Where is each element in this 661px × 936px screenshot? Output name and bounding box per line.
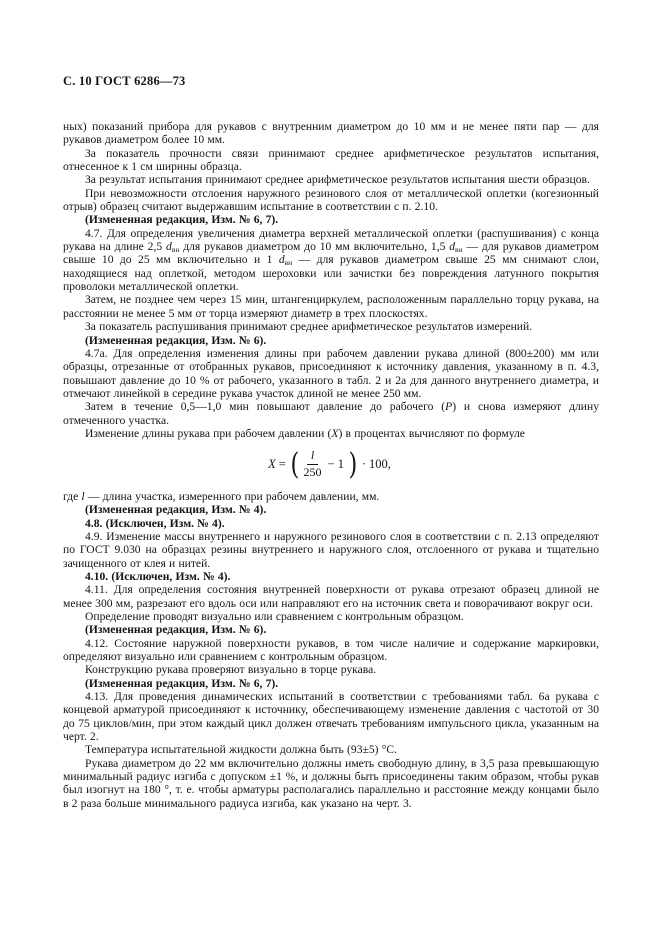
amendment-note: (Измененная редакция, Изм. № 6, 7).: [85, 676, 279, 690]
paragraph-section-4-7: 4.7. Для определения увеличения диаметра верхней металлической оплетки (распушивания) с конца рукава на длине 2,5 $d_{вн}$ для рукавов диаметром до 10 мм включительно, 1,5 $d_{вн}$ — для рукавов диаметром свыше 10 до 25 мм включительно и 1 $d_{вн}$ — для рукавов диаметром свыше 25 мм снимают слои, находящиеся над оплеткой, методом шероховки или зачистки без повреждения латунного покрытия проволоки металлической оплетки.: [63, 226, 600, 294]
paragraph-section-4-9: 4.9. Изменение массы внутреннего и наружного резинового слоя в соответствии с п. 2.13 определяют по ГОСТ 9.030 на образцах резины внутреннего и наружного слоя, отслоенного от рукава и тщательно зачищенного от клея и нитей.: [63, 529, 599, 570]
formula-where-note: где l — длина участка, измеренного при рабочем давлении, мм.: [63, 489, 380, 503]
amendment-note: (Измененная редакция, Изм. № 4).: [85, 503, 267, 517]
paragraph-section-4-11: 4.11. Для определения состояния внутренней поверхности от рукава отрезают образец длиной не менее 300 мм, разрезают его вдоль оси или направляют его на источник света и поворачивают вокруг оси.: [63, 583, 599, 610]
paragraph-section-4-12: 4.12. Состояние наружной поверхности рукавов, в том числе наличие и содержание маркировки, определяют визуально или сравнением с контрольным образцом.: [63, 636, 599, 663]
paragraph: За результат испытания принимают среднее арифметическое результатов испытания шести образцов.: [85, 173, 590, 187]
formula-fraction: [304, 449, 322, 480]
paragraph: Определение проводят визуально или сравнением с контрольным образцом.: [85, 609, 464, 623]
paragraph-continuation: ных) показаний прибора для рукавов с внутренним диаметром до 10 мм и не менее пяти пар — для рукавов диаметром более 10 мм.: [63, 120, 599, 147]
formula-multiplier: · 100,: [361, 456, 391, 471]
paragraph: При невозможности отслоения наружного резинового слоя от металлической оплетки (когезионный отрыв) образец считают выдержавшим испытание в соответствии с п. 2.10.: [63, 186, 599, 214]
formula-variable: X: [268, 456, 276, 471]
amendment-note: (Измененная редакция, Изм. № 6).: [85, 333, 267, 347]
amendment-note: (Измененная редакция, Изм. № 6, 7).: [85, 213, 279, 227]
formula-minus-one: − 1: [327, 456, 344, 471]
paragraph: За показатель распушивания принимают среднее арифметическое результатов измерений.: [85, 320, 533, 334]
formula-close-paren: ): [348, 446, 358, 482]
paragraph: За показатель прочности связи принимают среднее арифметическое результатов испытания, отнесенное к 1 см ширины образца.: [63, 146, 599, 174]
paragraph: Конструкцию рукава проверяют визуально в торце рукава.: [85, 663, 377, 677]
paragraph-section-4-10: 4.10. (Исключен, Изм. № 4).: [85, 569, 231, 583]
paragraph-section-4-13: 4.13. Для проведения динамических испытаний в соответствии с требованиями табл. 6а рукава с концевой арматурой присоединяют к источнику, обеспечивающему изменение давления с частотой от 30 до 75 циклов/мин, при этом каждый цикл должен отвечать требованиям импульсного цикла, указанным на черт. 2.: [63, 690, 599, 744]
formula-denominator: 250: [303, 465, 322, 480]
paragraph: Затем, не позднее чем через 15 мин, штангенциркулем, расположенным параллельно торцу рукава, на расстоянии не менее 5 мм от торца измеряют диаметр в трех плоскостях.: [63, 293, 599, 320]
amendment-note: (Измененная редакция, Изм. № 6).: [85, 623, 267, 637]
formula-equals: =: [278, 456, 286, 471]
paragraph: Рукава диаметром до 22 мм включительно должны иметь свободную длину, в 3,5 раза превышающую минимальный радиус изгиба с допуском ±1 %, и должны быть присоединены таким образом, чтобы рукав был изогнут на 180 °, т. е. чтобы арматуры располагались параллельно и расстояние между концами было в 2 раза больше минимального радиуса изгиба, как указано на черт. 3.: [63, 756, 599, 810]
formula-numerator: l: [307, 449, 318, 465]
paragraph-section-4-8: 4.8. (Исключен, Изм. № 4).: [85, 516, 225, 530]
page-header: С. 10 ГОСТ 6286—73: [63, 74, 186, 88]
document-body: [63, 120, 599, 810]
paragraph: Затем в течение 0,5—1,0 мин повышают давление до рабочего (Р) и снова измеряют длину отмеченного участка.: [63, 400, 599, 427]
paragraph: Изменение длины рукава при рабочем давлении (X) в процентах вычисляют по формуле: [85, 426, 525, 440]
formula: [63, 446, 599, 482]
paragraph: Температура испытательной жидкости должна быть (93±5) °С.: [85, 743, 397, 757]
formula-open-paren: (: [290, 446, 300, 482]
paragraph-section-4-7a: 4.7а. Для определения изменения длины при рабочем давлении рукава длиной (800±200) мм или образцы, отрезанные от отобранных рукавов, присоединяют к источнику давления, указанному в п. 4.3, повышают давление до 10 % от рабочего, указанного в табл. 2 и 2а для данного внутреннего диаметра, и отмечают линейкой в середине рукава участок длиной не менее 250 мм.: [63, 346, 599, 400]
